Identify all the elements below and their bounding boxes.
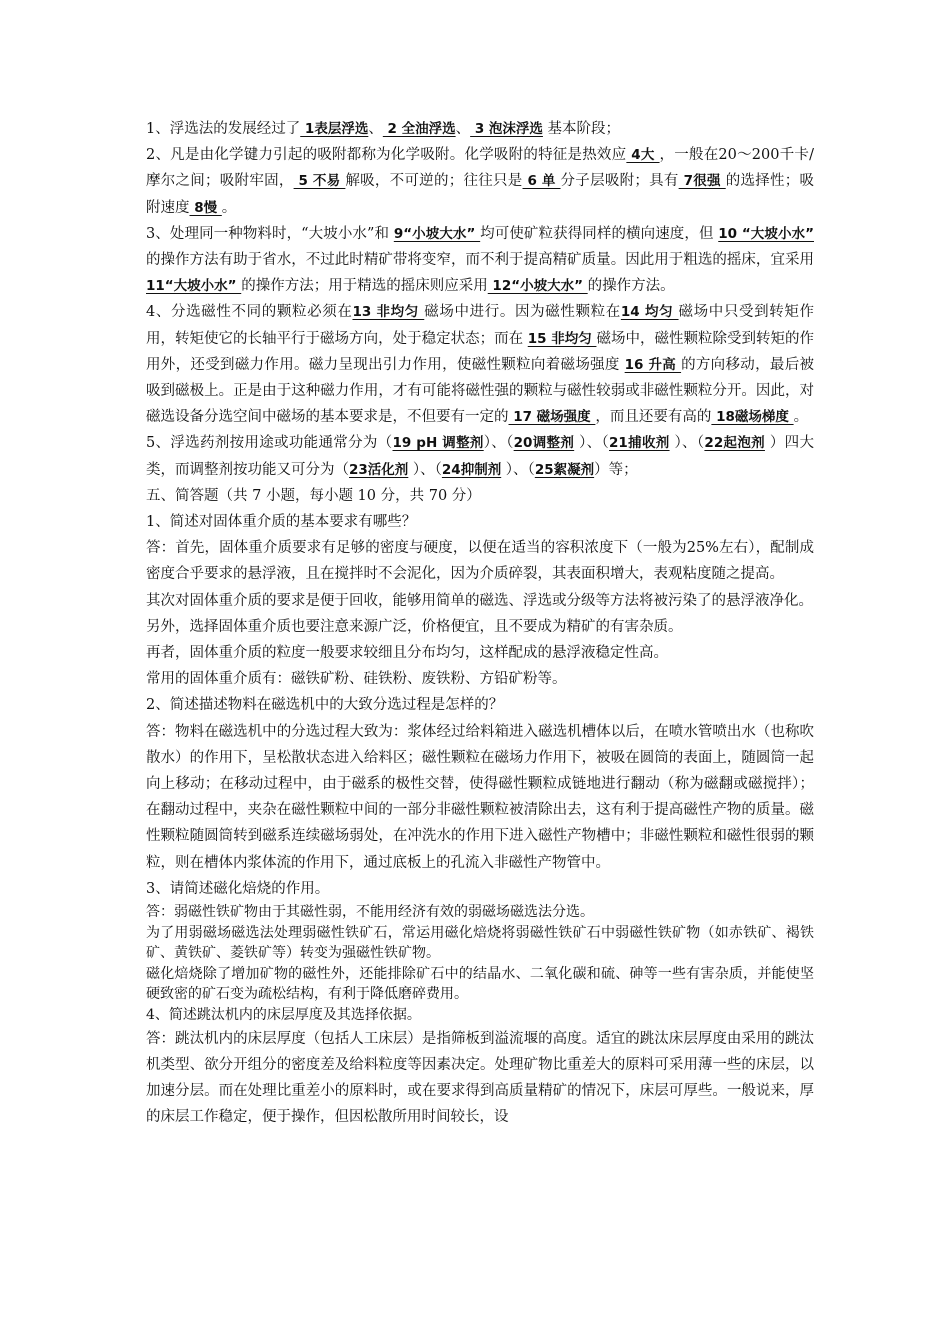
answer-blank: 17 磁场强度: [508, 409, 596, 426]
text-run: 五、简答题（共 7 小题，每小题 10 分，共 70 分）: [146, 487, 481, 504]
answer-blank: 14 均匀: [620, 304, 679, 321]
answer-blank: 24抑制剂: [441, 461, 502, 478]
paragraph-a1-1: [146, 535, 814, 587]
answer-blank: 23活化剂: [349, 461, 409, 478]
paragraph-a1-3: [146, 614, 814, 640]
paragraph-a3-3: [146, 964, 814, 1005]
answer-blank: 22起泡剂: [704, 435, 765, 452]
answer-blank: 4大: [626, 147, 660, 164]
text-run: 。: [793, 409, 809, 426]
answer-blank: 8慢: [189, 199, 222, 216]
answer-blank: 19 pH 调整剂: [392, 435, 484, 452]
text-run: 答：跳汰机内的床层厚度（包括人工床层）是指筛板到溢流堰的高度。适宜的跳汰床层厚度由采用的跳汰机类型、欲分开组分的密度差及给料粒度等因素决定。处理矿物比重差大的原料可采用薄一些的床层，以加速分层。而在处理比重差小的原料时，或在要求得到高质量精矿的情况下，床层可厚些。一般说来，厚的床层工作稳定，便于操作，但因松散所用时间较长，设: [146, 1030, 814, 1126]
text-run: ，而且还要有高的: [595, 409, 712, 426]
paragraph-q4: [146, 1005, 814, 1026]
answer-blank: 21捕收剂: [609, 435, 670, 452]
text-run: 5、浮选药剂按用途或功能通常分为（: [146, 435, 393, 452]
text-run: 2、简述描述物料在磁选机中的大致分选过程是怎样的？: [146, 697, 504, 714]
paragraph-q3: [146, 876, 814, 902]
text-run: 。: [221, 199, 237, 216]
text-run: 再者，固体重介质的粒度一般要求较细且分布均匀，这样配成的悬浮液稳定性高。: [146, 645, 668, 662]
answer-blank: 9“小坡大水”: [393, 225, 481, 242]
text-run: 磁化焙烧除了增加矿物的磁性外，还能排除矿石中的结晶水、二氧化碳和硫、砷等一些有害杂质，并能使坚硬致密的矿石变为疏松结构，有利于降低磨碎费用。: [146, 965, 814, 1003]
text-run: 其次对固体重介质的要求是便于回收，能够用简单的磁选、浮选或分级等方法将被污染了的悬浮液净化。: [146, 592, 813, 609]
text-run: ，一般在20～200千卡/摩尔之间；吸附牢固，: [146, 147, 815, 190]
text-run: 解吸，不可逆的；往往只是: [345, 173, 523, 190]
text-run: 、: [455, 121, 471, 137]
text-run: 为了用弱磁场磁选法处理弱磁性铁矿石，常运用磁化焙烧将弱磁性铁矿石中弱磁性铁矿物（如赤铁矿、褐铁矿、黄铁矿、菱铁矿等）转变为强磁性铁矿物。: [146, 924, 814, 962]
text-run: 4、简述跳汰机内的床层厚度及其选择依据。: [146, 1007, 421, 1024]
text-run: 答：弱磁性铁矿物由于其磁性弱，不能用经济有效的弱磁场磁选法分选。: [146, 904, 594, 921]
text-run: 另外，选择固体重介质也要注意来源广泛，价格便宜，且不要成为精矿的有害杂质。: [146, 618, 683, 635]
answer-blank: 1表层浮选: [300, 121, 369, 137]
text-run: 分子层吸附；具有: [560, 173, 679, 190]
paragraph-fill-1: [146, 116, 814, 142]
answer-blank: 18磁场梯度: [711, 409, 794, 426]
text-run: 3、请简述磁化焙烧的作用。: [146, 880, 330, 897]
answer-blank: 10 “大坡小水”: [718, 225, 814, 242]
paragraph-a3-1: [146, 902, 814, 923]
paragraph-a1-4: [146, 640, 814, 666]
text-run: ）等；: [594, 461, 638, 478]
answer-blank: 3 泡沫浮选: [470, 121, 543, 137]
paragraph-a1-5: [146, 666, 814, 692]
answer-blank: 25絮凝剂: [534, 461, 595, 478]
text-run: 磁场中，磁性颗粒除受到转矩的作用外，还受到磁力作用。磁力呈现出引力作用，使磁性颗粒向着磁场强度: [146, 330, 815, 373]
answer-blank: 16 升高: [624, 356, 682, 373]
paragraph-q2: [146, 692, 814, 718]
answer-blank: 15 非均匀: [527, 330, 597, 347]
text-run: ）、（: [501, 461, 535, 478]
answer-blank: 12“小坡大水”: [487, 278, 588, 295]
text-run: 磁场中只受到转矩作用，转矩使它的长轴平行于磁场方向，处于稳定状态；而在: [146, 304, 815, 347]
text-run: 答：首先，固体重介质要求有足够的密度与硬度，以便在适当的容积浓度下（一般为25%左右），配制成密度合乎要求的悬浮液，且在搅拌时不会泥化，因为介质碎裂，其表面积增大，表观粘度随之提高。: [146, 540, 814, 583]
paragraph-fill-4: [146, 299, 814, 430]
text-run: ）、（: [483, 435, 514, 452]
paragraph-q1: [146, 509, 814, 535]
text-run: 的选择性；吸附速度: [146, 173, 815, 216]
answer-blank: 2 全油浮选: [382, 121, 456, 137]
answer-blank: 6 单: [522, 173, 561, 190]
text-run: ）四大类，而调整剂按功能又可分为（: [146, 435, 814, 478]
text-run: 的操作方法有助于省水，不过此时精矿带将变窄，而不利于提高精矿质量。因此用于粗选的摇床，宜采用: [146, 252, 814, 269]
text-run: 均可使矿粒获得同样的横向速度，但: [480, 225, 719, 242]
text-run: 的操作方法；用于精选的摇床则应采用: [241, 278, 488, 295]
answer-blank: 7很强: [678, 173, 726, 190]
text-run: 4、分选磁性不同的颗粒必须在: [146, 304, 353, 321]
text-run: 1、简述对固体重介质的基本要求有哪些？: [146, 514, 417, 531]
text-run: 的方向移动，最后被吸到磁极上。正是由于这种磁力作用，才有可能将磁性强的颗粒与磁性较弱或非磁性颗粒分开。因此，对磁选设备分选空间中磁场的基本要求是，不但要有一定的: [146, 356, 814, 426]
paragraph-fill-5: [146, 430, 814, 482]
paragraph-fill-2: [146, 142, 814, 221]
answer-blank: 13 非均匀: [352, 304, 425, 321]
paragraph-a2: [146, 719, 814, 876]
text-run: 1、浮选法的发展经过了: [146, 121, 301, 137]
paragraph-a3-2: [146, 923, 814, 964]
answer-blank: 11“大坡小水”: [146, 278, 242, 295]
paragraph-a1-2: [146, 588, 814, 614]
text-run: 2、凡是由化学键力引起的吸附都称为化学吸附。化学吸附的特征是热效应: [146, 147, 627, 164]
paragraph-section-5: [146, 483, 814, 509]
answer-blank: 5 不易: [293, 173, 346, 190]
document-body: [146, 116, 814, 1130]
text-run: 3、处理同一种物料时，“大坡小水”和: [146, 225, 394, 242]
text-run: ）、（: [408, 461, 442, 478]
text-run: ）、（: [574, 435, 610, 452]
text-run: 磁场中进行。因为磁性颗粒在: [424, 304, 621, 321]
text-run: ）、（: [669, 435, 705, 452]
paragraph-fill-3: [146, 221, 814, 300]
text-run: 基本阶段；: [542, 121, 621, 137]
text-run: 、: [368, 121, 383, 137]
answer-blank: 20调整剂: [513, 435, 575, 452]
paragraph-a4: [146, 1026, 814, 1131]
text-run: 的操作方法。: [587, 278, 675, 295]
text-run: 答：物料在磁选机中的分选过程大致为：浆体经过给料箱进入磁选机槽体以后，在喷水管喷出水（也称吹散水）的作用下，呈松散状态进入给料区；磁性颗粒在磁场力作用下，被吸在圆筒的表面上，随圆筒一起向上移动；在移动过程中，由于磁系的极性交替，使得磁性颗粒成链地进行翻动（称为磁翻或磁搅拌）；在翻动过程中，夹杂在磁性颗粒中间的一部分非磁性颗粒被清除出去，这有利于提高磁性产物的质量。磁性颗粒随圆筒转到磁系连续磁场弱处，在冲洗水的作用下进入磁性产物槽中；非磁性颗粒和磁性很弱的颗粒，则在槽体内浆体流的作用下，通过底板上的孔流入非磁性产物管中。: [146, 723, 814, 871]
text-run: 常用的固体重介质有：磁铁矿粉、硅铁粉、废铁粉、方铅矿粉等。: [146, 671, 567, 688]
